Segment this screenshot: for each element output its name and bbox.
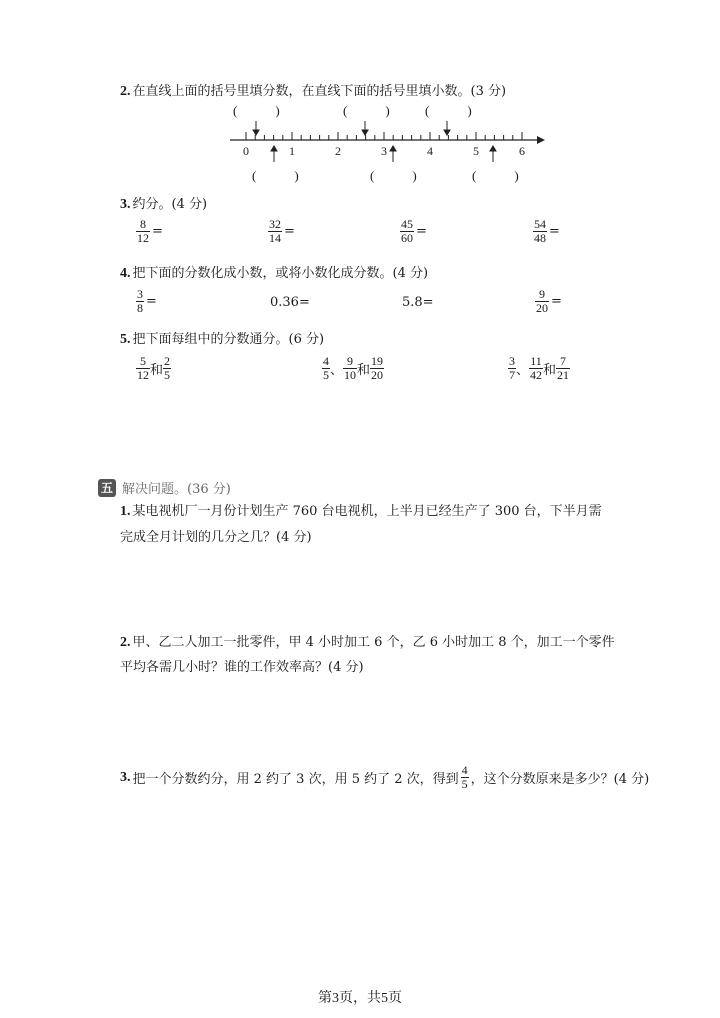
convert-item-1: $\frac{3}{8}$ = xyxy=(137,287,157,315)
arrows-above xyxy=(253,121,450,135)
number-line xyxy=(225,118,545,168)
problem-1-line-2: 完成全月计划的几分之几？(4 分) xyxy=(120,530,312,545)
common-denominator-group-3: $\frac{3}{7}$ 、 $\frac{11}{42}$ 和 $\frac{7}{21}$ xyxy=(509,354,570,382)
convert-item-4: $\frac{9}{20}$ = xyxy=(536,287,562,315)
reduce-item-1: $\frac{8}{12}$ = xyxy=(137,217,163,245)
reduce-item-4: $\frac{54}{48}$ = xyxy=(534,217,560,245)
problem-2-line-2: 平均各需几小时？谁的工作效率高？(4 分) xyxy=(120,660,364,675)
answer-blank-below-2[interactable]: ( ) xyxy=(370,168,417,183)
convert-item-2: 0.36= xyxy=(270,295,310,310)
reduce-item-2: $\frac{32}{14}$ = xyxy=(269,217,295,245)
tick-label-2: 2 xyxy=(335,144,341,158)
tick-label-4: 4 xyxy=(427,144,433,158)
answer-blank-below-1[interactable]: ( ) xyxy=(252,168,299,183)
problem-3: 3. 把一个分数约分，用 2 约了 3 次，用 5 约了 2 次，得到 $\frac{4}{5}$ ，这个分数原来是多少？(4 分) xyxy=(120,763,650,791)
problem-2-line-1: 2. 甲、乙二人加工一批零件，甲 4 小时加工 6 个，乙 6 小时加工 8 个，加工一个零件 xyxy=(120,635,615,650)
reduce-item-3: $\frac{45}{60}$ = xyxy=(401,217,427,245)
tick-labels xyxy=(243,144,525,158)
convert-item-3: 5.8= xyxy=(402,295,434,310)
common-denominator-group-1: $\frac{5}{12}$ 和 $\frac{2}{5}$ xyxy=(137,354,171,382)
question-3-heading: 3. 约分。(4 分) xyxy=(120,197,208,212)
tick-label-5: 5 xyxy=(473,144,479,158)
section-badge: 五 xyxy=(98,479,116,497)
question-5-heading: 5. 把下面每组中的分数通分。(6 分) xyxy=(120,332,325,347)
tick-label-0: 0 xyxy=(243,144,249,158)
answer-blank-above-2[interactable]: ( ) xyxy=(343,103,390,118)
problem-1-line-1: 1. 某电视机厂一月份计划生产 760 台电视机，上半月已经生产了 300 台，下半月需 xyxy=(120,504,602,519)
answer-blank-above-1[interactable]: ( ) xyxy=(233,103,280,118)
page-footer: 第3页，共5页 xyxy=(318,991,402,1006)
tick-label-1: 1 xyxy=(289,144,295,158)
common-denominator-group-2: $\frac{4}{5}$ 、 $\frac{9}{10}$ 和 $\frac{19}{20}$ xyxy=(323,354,384,382)
answer-blank-above-3[interactable]: ( ) xyxy=(425,103,472,118)
section-title: 解决问题。(36 分) xyxy=(122,482,231,497)
tick-label-3: 3 xyxy=(381,144,387,158)
answer-blank-below-3[interactable]: ( ) xyxy=(472,168,519,183)
question-2-heading: 2. 在直线上面的括号里填分数，在直线下面的括号里填小数。(3 分) xyxy=(120,84,507,99)
tick-label-6: 6 xyxy=(519,144,525,158)
minor-ticks xyxy=(246,132,522,140)
section-5-header xyxy=(98,478,231,497)
question-4-heading: 4. 把下面的分数化成小数，或将小数化成分数。(4 分) xyxy=(120,266,429,281)
